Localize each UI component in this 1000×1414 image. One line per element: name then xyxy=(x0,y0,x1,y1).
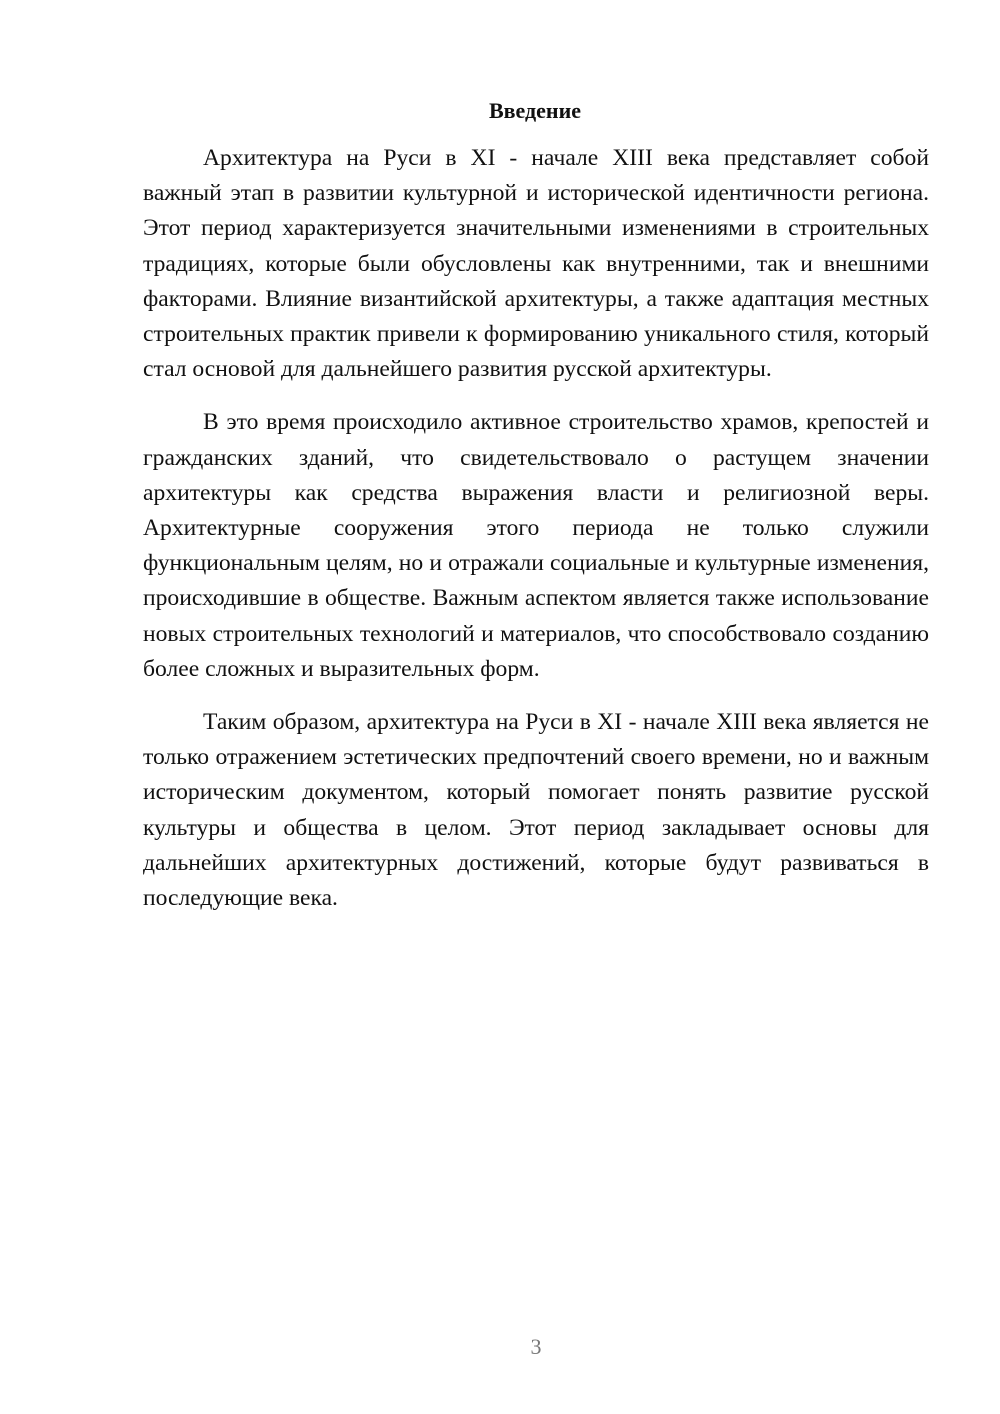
paragraph-1: Архитектура на Руси в XI - начале XIII века представляет собой важный этап в развитии культурной и исторической идентичности региона. Этот период характеризуется значительными изменениями в строительных традициях, которые были обусловлены как внутренними, так и внешними факторами. Влияние византийской архитектуры, а также адаптация местных строительных практик привели к формированию уникального стиля, который стал основой для дальнейшего развития русской архитектуры. xyxy=(143,145,929,383)
page-number: 3 xyxy=(530,1334,542,1359)
page-heading: Введение xyxy=(488,98,582,123)
paragraph-2: В это время происходило активное строительство храмов, крепостей и гражданских зданий, что свидетельствовало о растущем значении архитектуры как средства выражения власти и религиозной веры. Архитектурные сооружения этого периода не только служили функциональным целям, но и отражали социальные и культурные изменения, происходившие в обществе. Важным аспектом является также использование новых строительных технологий и материалов, что способствовало созданию более сложных и выразительных форм. xyxy=(143,409,929,682)
body-text xyxy=(143,141,929,934)
paragraph-3: Таким образом, архитектура на Руси в XI - начале XIII века является не только отражением эстетических предпочтений своего времени, но и важным историческим документом, который помогает понять развитие русской культуры и общества в целом. Этот период закладывает основы для дальнейших архитектурных достижений, которые будут развиваться в последующие века. xyxy=(143,709,929,912)
